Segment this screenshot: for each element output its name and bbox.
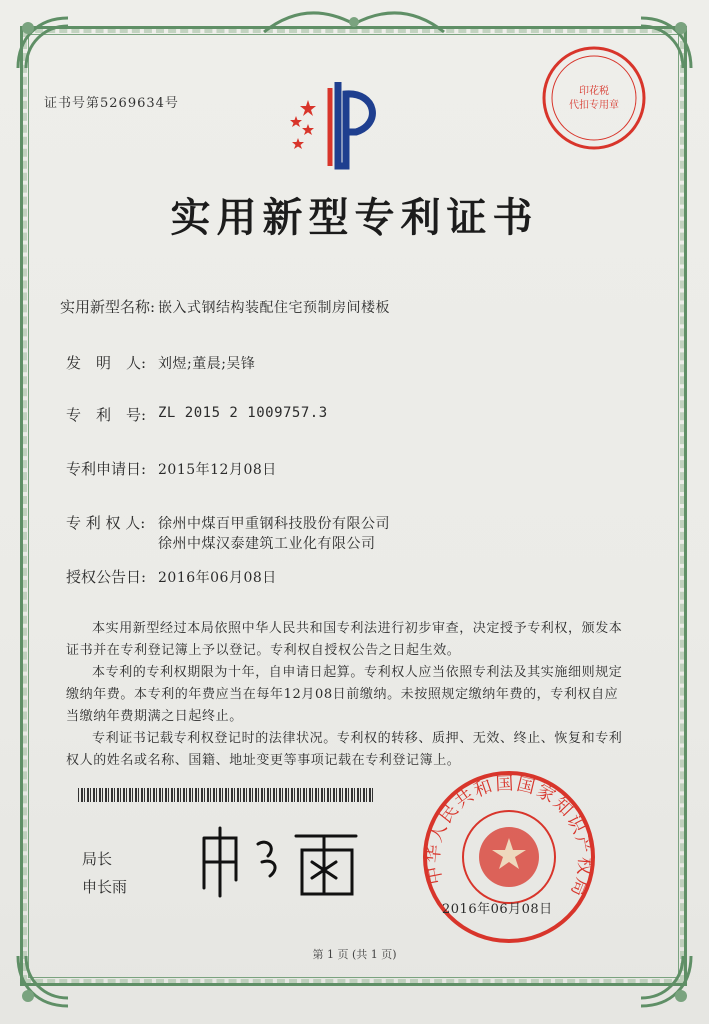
signatory-name: 申长雨	[82, 878, 128, 896]
barcode	[78, 788, 374, 802]
corner-ornament-icon	[8, 8, 78, 78]
name-value: 嵌入式钢结构装配住宅预制房间楼板	[158, 300, 390, 316]
body-paragraph-3: 专利证书记载专利权登记时的法律状况。专利权的转移、质押、无效、终止、恢复和专利权人的姓名或名称、国籍、地址变更等事项记载在专利登记簿上。	[66, 731, 623, 768]
tax-stamp-seal	[540, 44, 648, 152]
patent-office-logo-icon	[286, 74, 396, 174]
certificate-number: 证书号第5269634号	[44, 96, 179, 111]
svg-text:中华人民共和国国家知识产权局: 中华人民共和国国家知识产权局	[422, 773, 596, 902]
patent-number-value: ZL 2015 2 1009757.3	[158, 405, 328, 421]
body-paragraph-2: 本专利的专利权期限为十年，自申请日起算。专利权人应当依照专利法及其实施细则规定缴纳年费。本专利的年费应当在每年12月08日前缴纳。未按照规定缴纳年费的，专利权自应当缴纳年费期满之日起终止。	[66, 665, 623, 724]
grant-date-value: 2016年06月08日	[158, 570, 277, 586]
signatory-role: 局长	[82, 850, 113, 868]
issue-date: 2016年06月08日	[442, 902, 553, 917]
owner-value-1: 徐州中煤百甲重钢科技股份有限公司	[158, 516, 390, 532]
owner-value-2: 徐州中煤汉泰建筑工业化有限公司	[158, 536, 376, 552]
page-title: 实用新型专利证书	[170, 194, 539, 241]
svg-text:印花税: 印花税	[579, 86, 609, 97]
name-label: 实用新型名称:	[60, 298, 156, 316]
official-seal	[420, 768, 598, 946]
page-footer: 第 1 页 (共 1 页)	[312, 948, 397, 961]
inventor-value: 刘煜;董晨;吴锋	[158, 356, 256, 372]
grant-date-label: 授权公告日:	[66, 568, 147, 586]
filing-date-value: 2015年12月08日	[158, 462, 277, 478]
filing-date-label: 专利申请日:	[66, 460, 147, 478]
svg-text:代扣专用章: 代扣专用章	[569, 100, 619, 111]
inventor-label: 发 明 人:	[66, 354, 147, 372]
body-paragraph-1: 本实用新型经过本局依照中华人民共和国专利法进行初步审查，决定授予专利权，颁发本证书并在专利登记簿上予以登记。专利权自授权公告之日起生效。	[66, 621, 623, 658]
top-ornament-icon	[254, 4, 454, 38]
handwritten-signature	[196, 818, 366, 898]
patent-number-label: 专 利 号:	[66, 406, 147, 424]
owner-label: 专 利 权 人:	[66, 514, 146, 532]
